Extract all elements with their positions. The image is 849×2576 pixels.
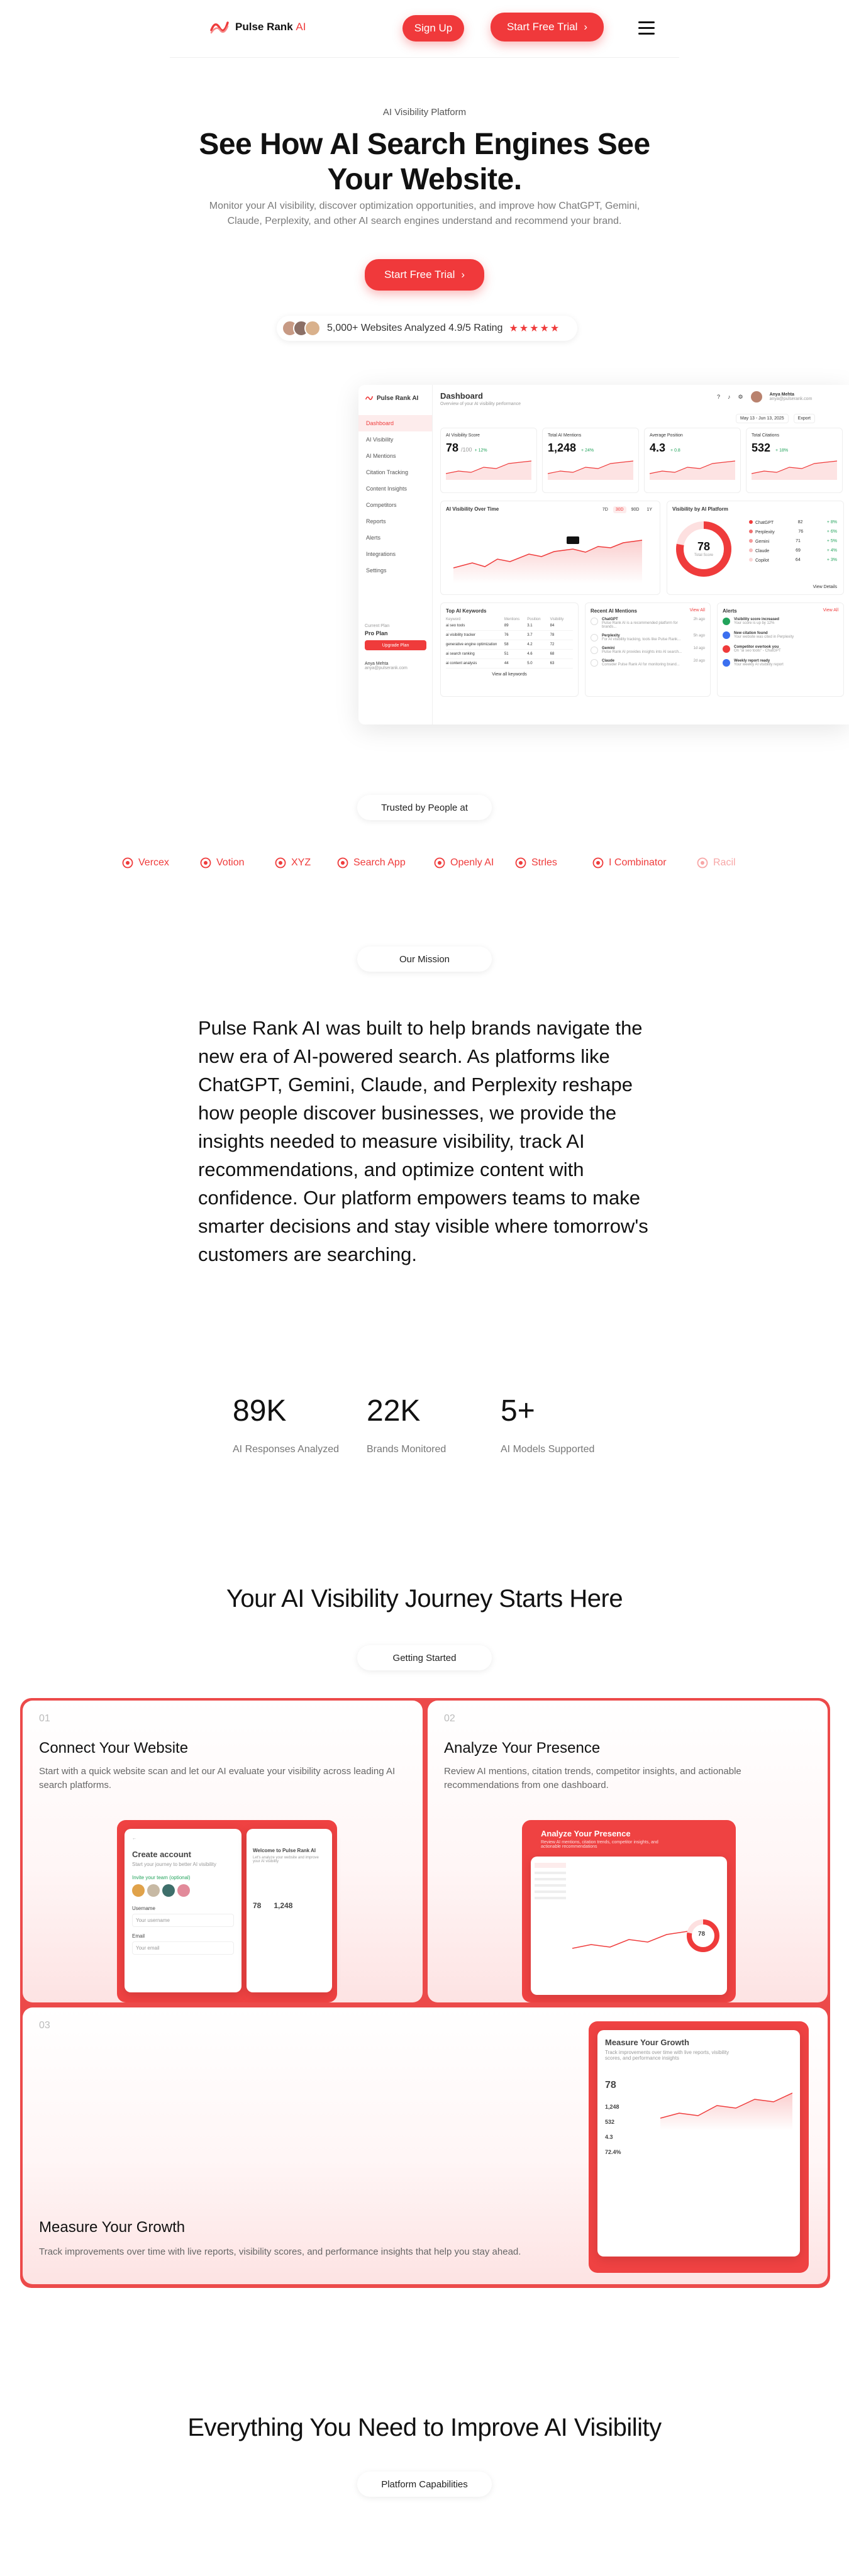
journey-steps: [20, 1698, 830, 2288]
chevron-right-icon: ›: [584, 21, 588, 33]
step-title: Connect Your Website: [39, 1740, 189, 1757]
step-card-3: [23, 2007, 828, 2284]
stat-value: 5+: [501, 1394, 535, 1428]
growth-stat: 532: [605, 2119, 615, 2125]
upgrade-button[interactable]: Upgrade Plan: [365, 640, 426, 650]
alerts-card: Alerts View All Visibility score increased Your score is up by 12% New citation found Your website was cited in Perplexity Competitor overtook you On "ai seo tools" - ChatGPT Weekly report ready Your weekly AI visibility report: [717, 602, 844, 697]
brand-logo-item: Openly AI: [434, 857, 494, 869]
hero-subtitle: Monitor your AI visibility, discover optimization opportunities, and improve how ChatGPT, Gemini, Claude, Perplexity, and other AI search engines understand and recommend your brand.: [209, 201, 640, 226]
hero-eyebrow: AI Visibility Platform: [382, 107, 467, 118]
brand-icon: [200, 857, 211, 869]
mission-label: Our Mission: [357, 947, 492, 972]
platform-row: Perplexity 76 + 6%: [749, 530, 837, 535]
mention-item[interactable]: Gemini Pulse Rank AI provides insights into AI search... 1d ago: [591, 647, 705, 654]
hero-title: See How AI Search Engines See Your Website.: [199, 128, 650, 196]
plan-box: Current Plan Pro Plan Upgrade Plan: [365, 624, 426, 650]
settings-icon[interactable]: ⚙: [738, 393, 743, 400]
avatar: [304, 320, 321, 336]
help-icon[interactable]: ?: [717, 394, 721, 400]
visibility-chart-card: AI Visibility Over Time 7D 30D 90D 1Y: [440, 501, 660, 595]
brand-name: Pulse Rank AI: [235, 21, 306, 33]
avatar[interactable]: [751, 391, 762, 402]
bell-icon[interactable]: ♪: [728, 394, 731, 400]
brand-icon: [697, 857, 708, 869]
sidebar-item[interactable]: Dashboard: [358, 415, 432, 431]
metric-sparkline: [752, 455, 837, 480]
metric-sparkline: [548, 455, 633, 480]
signup-button[interactable]: Sign Up: [402, 15, 464, 42]
view-keywords-link[interactable]: View all keywords: [492, 672, 527, 677]
sidebar-item[interactable]: Competitors: [366, 502, 397, 508]
analyze-mockup: Analyze Your Presence Review AI mentions, citation trends, competitor insights, and actionable recommendations 78: [522, 1820, 736, 2002]
step-card-2: [428, 1701, 828, 2002]
step-number: 01: [39, 1713, 50, 1724]
brand-logo[interactable]: [209, 16, 306, 38]
brand-logo-item: XYZ: [275, 857, 311, 869]
analyze-line-chart: [572, 1917, 692, 1961]
top-nav: [170, 0, 679, 58]
mention-item[interactable]: Claude Consider Pulse Rank AI for monitoring brand... 2d ago: [591, 659, 705, 667]
metric-sparkline: [650, 455, 735, 480]
brand-icon: [434, 857, 445, 869]
chevron-right-icon: ›: [461, 269, 465, 280]
brand-icon: [337, 857, 348, 869]
platform-row: Gemini 71 + 5%: [749, 539, 837, 544]
source-icon: [591, 618, 598, 625]
dashboard-header: Dashboard Overview of your AI visibility performance: [440, 391, 521, 406]
sidebar-user[interactable]: Anya Mehta anya@pulserank.com: [365, 662, 408, 670]
alert-icon: [723, 645, 730, 653]
mention-item[interactable]: ChatGPT Pulse Rank AI is a recommended platform for brands... 2h ago: [591, 618, 705, 629]
sidebar-item[interactable]: Integrations: [366, 551, 396, 557]
username-field[interactable]: Your username: [132, 1914, 234, 1927]
step-number: 03: [39, 2020, 50, 2031]
range-tab[interactable]: 90D: [631, 508, 640, 512]
alert-icon: [723, 618, 730, 625]
range-tab[interactable]: 1Y: [646, 508, 652, 512]
sidebar-item[interactable]: Citation Tracking: [366, 469, 409, 475]
source-icon: [591, 634, 598, 641]
table-row: ai search ranking 51 4.6 68: [446, 650, 573, 659]
alert-item[interactable]: Competitor overtook you On "ai seo tools" - ChatGPT: [723, 645, 838, 653]
metric-card: Total Citations 532 + 18%: [746, 428, 843, 493]
view-all-mentions[interactable]: View All: [689, 608, 705, 613]
source-icon: [591, 647, 598, 654]
platform-row: Claude 69 + 4%: [749, 548, 837, 553]
platform-row: ChatGPT 82 + 8%: [749, 520, 837, 525]
pulse-logo-icon: [365, 394, 374, 402]
sidebar-item[interactable]: AI Visibility: [366, 436, 394, 443]
brand-logo-item: Strles: [515, 857, 557, 869]
signup-mockup: ← Create account Start your journey to better AI visibility Invite your team (optional) Username Your username Email Your email Welcome to Pulse Rank AI Let's analyze your website and improve your AI visibility 78 1,248: [117, 1820, 337, 2002]
metric-card: AI Visibility Score 78 /100 + 12%: [440, 428, 537, 493]
metric-sparkline: [446, 455, 531, 480]
brand-icon: [515, 857, 526, 869]
rating-badge: [277, 316, 577, 341]
table-row: generative engine optimization 58 4.2 72: [446, 640, 573, 650]
range-tab[interactable]: 7D: [602, 508, 608, 512]
sidebar-item[interactable]: AI Mentions: [366, 453, 396, 459]
growth-line-chart: [660, 2080, 792, 2131]
sidebar-item[interactable]: Reports: [366, 518, 386, 525]
source-icon: [591, 659, 598, 667]
features-label: Platform Capabilities: [357, 2472, 492, 2497]
date-range-picker[interactable]: May 13 - Jun 13, 2025: [736, 414, 789, 423]
stat-label: AI Responses Analyzed: [233, 1444, 339, 1455]
journey-label: Getting Started: [357, 1645, 492, 1670]
platform-dot: [749, 530, 753, 533]
step-desc: Start with a quick website scan and let our AI evaluate your visibility across leading AI search platforms.: [39, 1766, 396, 1790]
brand-logo-item: Vercex: [122, 857, 169, 869]
growth-mockup: Measure Your Growth Track improvements over time with live reports, visibility scores, and performance insights 78 1,248 532 4.3 72.4%: [589, 2021, 809, 2273]
step-title: Measure Your Growth: [39, 2219, 186, 2236]
platform-card: Visibility by AI Platform 78 Total Score ChatGPT 82 + 8% Perplexity 76 + 6% Gemini 71 + 5% Claude 69 + 4% Copilot 64 + 3% View Details: [667, 501, 844, 595]
step-desc: Track improvements over time with live reports, visibility scores, and performance insights that help you stay ahead.: [39, 2246, 521, 2257]
table-row: ai visibility tracker 76 3.7 78: [446, 631, 573, 640]
star-icons: ★★★★★: [509, 323, 561, 334]
growth-stat: 72.4%: [605, 2149, 621, 2155]
brand-logo-item: Racil: [697, 857, 736, 869]
table-row: ai seo tools 89 3.1 84: [446, 621, 573, 631]
step-number: 02: [444, 1713, 455, 1724]
mentions-card: Recent AI Mentions View All ChatGPT Pulse Rank AI is a recommended platform for brands... 2h ago Perplexity For AI visibility tracking, tools like Pulse Rank... 5h ago Gemini Pulse Rank AI provides insights into AI search... 1d ago Claude Consider Pulse Rank AI for monitoring brand... 2d ago: [585, 602, 711, 697]
step-title: Analyze Your Presence: [444, 1740, 601, 1757]
brand-logo-item: I Combinator: [592, 857, 667, 869]
export-button[interactable]: Export: [794, 414, 815, 423]
nav-trial-button[interactable]: Start Free Trial ›: [491, 13, 604, 42]
view-all-alerts[interactable]: View All: [823, 608, 838, 613]
hero-trial-button[interactable]: Start Free Trial ›: [365, 259, 484, 291]
trusted-label: Trusted by People at: [357, 795, 492, 820]
sidebar-item[interactable]: Settings: [366, 567, 387, 574]
stat-label: AI Models Supported: [501, 1444, 595, 1455]
brand-icon: [592, 857, 604, 869]
stat-label: Brands Monitored: [367, 1444, 447, 1455]
rating-text: 5,000+ Websites Analyzed 4.9/5 Rating: [327, 323, 503, 333]
platform-row: Copilot 64 + 3%: [749, 558, 837, 563]
table-row: ai content analysis 44 5.0 63: [446, 659, 573, 669]
dashboard-sidebar: [358, 385, 433, 724]
pulse-logo-icon: [209, 16, 230, 38]
alert-item[interactable]: New citation found Your website was cited in Perplexity: [723, 631, 838, 639]
platform-dot: [749, 558, 753, 562]
journey-title: Your AI Visibility Journey Starts Here: [226, 1585, 623, 1613]
email-field[interactable]: Your email: [132, 1941, 234, 1955]
view-details-link[interactable]: View Details: [813, 585, 837, 589]
alert-icon: [723, 659, 730, 667]
brand-logo-item: Votion: [200, 857, 244, 869]
platform-dot: [749, 539, 753, 543]
platform-dot: [749, 520, 753, 524]
mention-item[interactable]: Perplexity For AI visibility tracking, tools like Pulse Rank... 5h ago: [591, 634, 705, 641]
brand-icon: [275, 857, 286, 869]
growth-stat: 1,248: [605, 2104, 619, 2110]
range-tab[interactable]: 30D: [613, 506, 626, 513]
avatar-group: [287, 320, 321, 336]
features-title: Everything You Need to Improve AI Visibility: [187, 2414, 662, 2441]
alert-item[interactable]: Visibility score increased Your score is up by 12%: [723, 618, 838, 625]
alert-item[interactable]: Weekly report ready Your weekly AI visibility report: [723, 659, 838, 667]
metric-card: Total AI Mentions 1,248 + 24%: [542, 428, 639, 493]
alert-icon: [723, 631, 730, 639]
metric-card: Average Position 4.3 + 0.8: [644, 428, 741, 493]
brand-icon: [122, 857, 133, 869]
menu-icon[interactable]: [638, 21, 655, 35]
brand-logo-item: Search App: [337, 857, 406, 869]
step-desc: Review AI mentions, citation trends, competitor insights, and actionable recommendations from one dashboard.: [444, 1766, 741, 1790]
dashboard-topbar: ? ♪ ⚙ Anya Mehta anya@pulserank.com: [717, 392, 813, 401]
platform-dot: [749, 548, 753, 552]
step-card-1: [23, 1701, 423, 2002]
donut-label: 78 Total Score: [694, 540, 713, 557]
sidebar-item[interactable]: Content Insights: [366, 486, 408, 492]
dashboard-preview: [358, 385, 849, 724]
date-controls: [736, 414, 815, 423]
stat-value: 22K: [367, 1394, 421, 1428]
growth-stat: 4.3: [605, 2134, 613, 2140]
mission-text: Pulse Rank AI was built to help brands navigate the new era of AI-powered search. As platforms like ChatGPT, Gemini, Claude, and Perplexity reshape how people discover businesses, we provide the insights needed to measure visibility, track AI recommendations, and optimize content with confidence. Our platform empowers teams to make smarter decisions and stay visible where tomorrow's customers are searching.: [198, 1017, 648, 1265]
sidebar-item[interactable]: Alerts: [366, 535, 381, 541]
keywords-card: Top AI Keywords Keyword Mentions Position Visibility ai seo tools 89 3.1 84 ai visibility tracker 76 3.7 78 generative engine optimization 58 4.2 72 ai search ranking 51 4.6 68 ai content analysis 44 5.0 63 View all keywords: [440, 602, 579, 697]
dashboard-logo: Pulse Rank AI: [358, 385, 432, 415]
visibility-line-chart: [447, 518, 655, 590]
stat-value: 89K: [233, 1394, 287, 1428]
